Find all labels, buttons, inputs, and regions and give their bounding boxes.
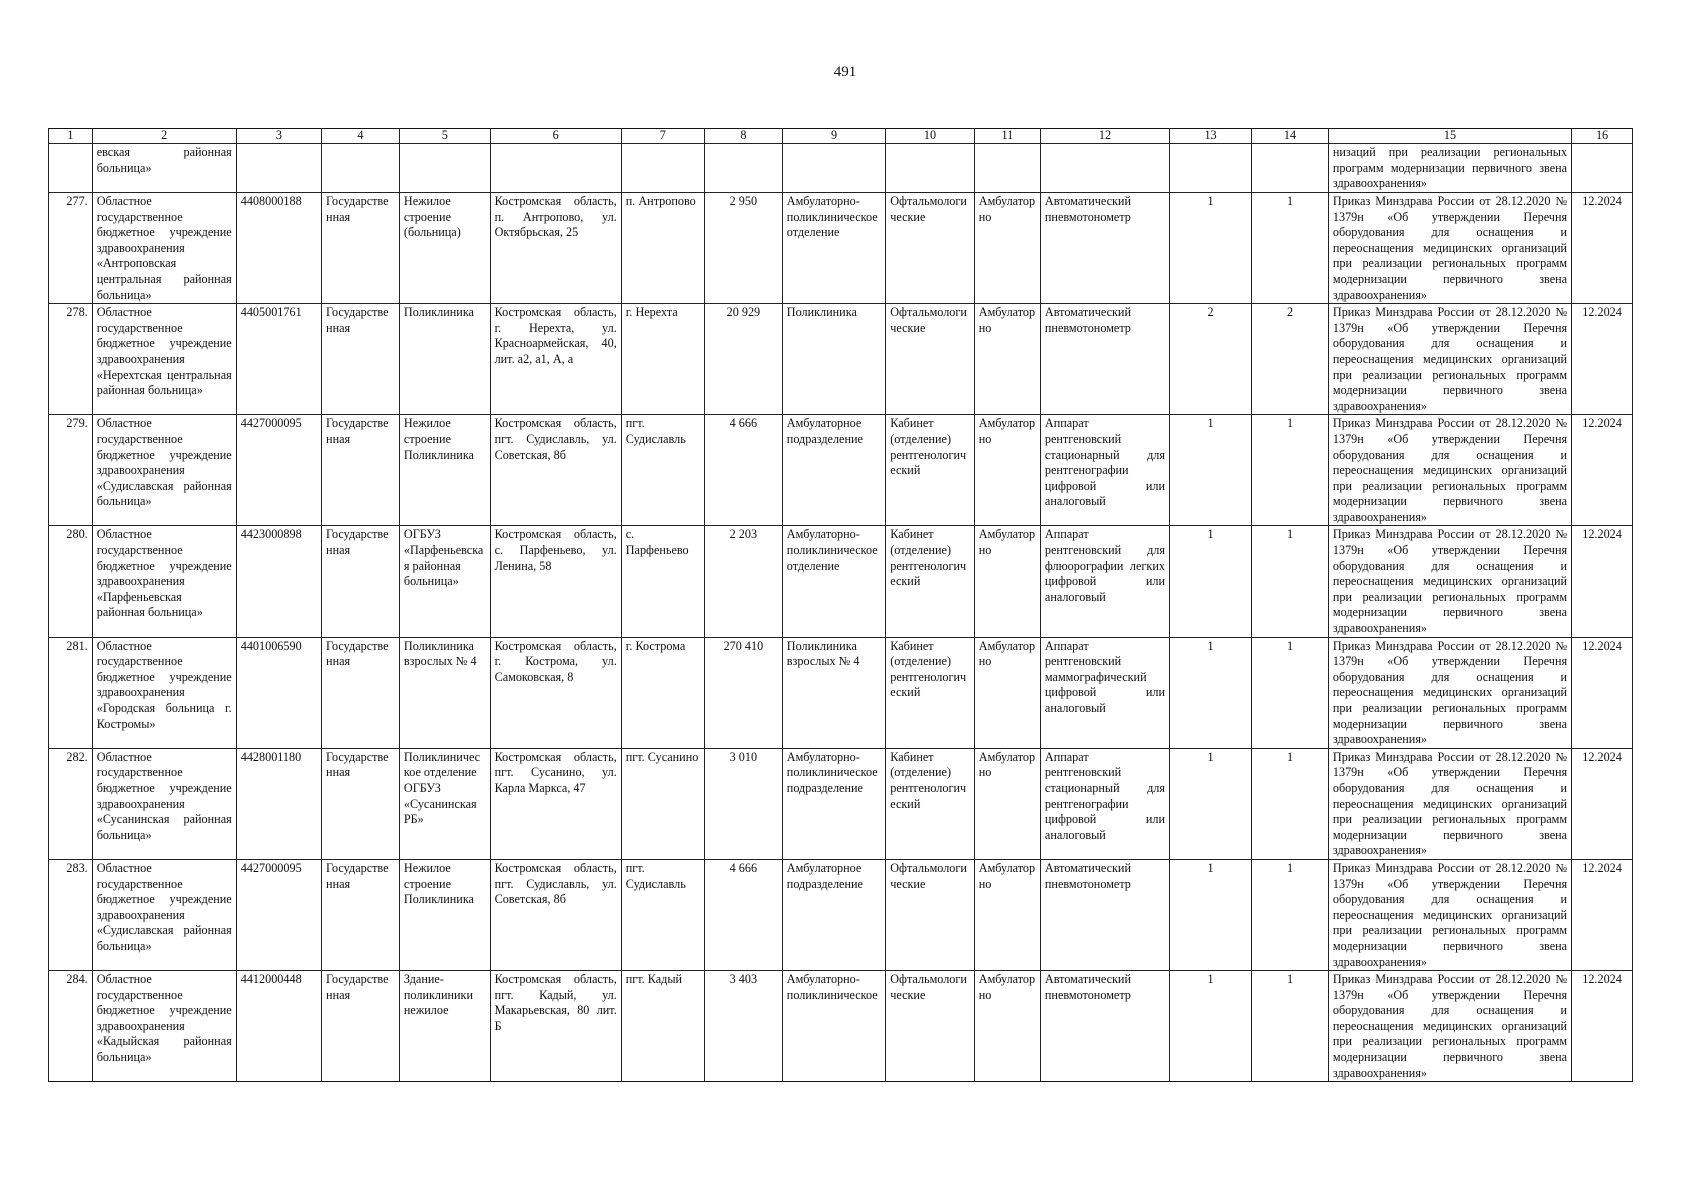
cell-organization: Областное государственное бюджетное учреждение здравоохранения «Судиславская районная больница» [92, 859, 236, 970]
cell-profile: Офтальмологические [886, 304, 975, 415]
cell-quantity-planned: 1 [1252, 971, 1329, 1082]
cell-basis: Приказ Минздрава России от 28.12.2020 № 1379н «Об утверждении Перечня оборудования для оснащения и переоснащения медицинских организаций при реализации региональных программ модернизации первичного звена здравоохранения» [1328, 748, 1571, 859]
cell-organization: Областное государственное бюджетное учреждение здравоохранения «Кадыйская районная больница» [92, 971, 236, 1082]
col-header: 4 [322, 129, 400, 144]
col-header: 6 [490, 129, 621, 144]
cell-empty [1572, 144, 1633, 193]
cell-address: Костромская область, с. Парфеньево, ул. Ленина, 58 [490, 526, 621, 637]
cell-equipment: Автоматический пневмотонометр [1040, 304, 1169, 415]
cell-inn: 4428001180 [236, 748, 321, 859]
cell-profile: Офтальмологические [886, 971, 975, 1082]
cell-date: 12.2024 [1572, 971, 1633, 1082]
cell-unit: Поликлиника [782, 304, 885, 415]
col-header: 16 [1572, 129, 1633, 144]
cell-care-form: Амбулаторно [974, 526, 1040, 637]
cell-locality: пгт. Сусанино [621, 748, 704, 859]
cell-locality: пгт. Кадый [621, 971, 704, 1082]
cell-address: Костромская область, г. Кострома, ул. Самоковская, 8 [490, 637, 621, 748]
cell-basis: Приказ Минздрава России от 28.12.2020 № 1379н «Об утверждении Перечня оборудования для оснащения и переоснащения медицинских организаций при реализации региональных программ модернизации первичного звена здравоохранения» [1328, 859, 1571, 970]
col-header: 5 [399, 129, 490, 144]
cell-care-form: Амбулаторно [974, 193, 1040, 304]
cell-population: 4 666 [704, 415, 782, 526]
cell-locality: г. Кострома [621, 637, 704, 748]
cell-care-form: Амбулаторно [974, 859, 1040, 970]
cell-number: 278. [49, 304, 93, 415]
cell-locality: с. Парфеньево [621, 526, 704, 637]
cell-unit: Амбулаторно-поликлиническое [782, 971, 885, 1082]
cell-quantity-planned: 2 [1252, 304, 1329, 415]
table-row [49, 526, 1633, 637]
cell-date: 12.2024 [1572, 748, 1633, 859]
cell-number: 279. [49, 415, 93, 526]
cell-profile: Офтальмологические [886, 193, 975, 304]
cell-building: Поликлиническое отделение ОГБУЗ «Сусанинская РБ» [399, 748, 490, 859]
cell-inn: 4423000898 [236, 526, 321, 637]
cell-building: Нежилое строение Поликлиника [399, 859, 490, 970]
cell-equipment: Автоматический пневмотонометр [1040, 859, 1169, 970]
cell-quantity-planned: 1 [1252, 637, 1329, 748]
cell-population: 2 203 [704, 526, 782, 637]
cell-basis: Приказ Минздрава России от 28.12.2020 № 1379н «Об утверждении Перечня оборудования для оснащения и переоснащения медицинских организаций при реализации региональных программ модернизации первичного звена здравоохранения» [1328, 415, 1571, 526]
cell-unit: Амбулаторно-поликлиническое подразделение [782, 748, 885, 859]
cell-building: ОГБУЗ «Парфеньевская районная больница» [399, 526, 490, 637]
cell-quantity: 1 [1169, 415, 1251, 526]
cell-care-form: Амбулаторно [974, 304, 1040, 415]
cell-building: Здание-поликлиники нежилое [399, 971, 490, 1082]
col-header: 9 [782, 129, 885, 144]
cell-quantity-planned: 1 [1252, 193, 1329, 304]
cell-population: 20 929 [704, 304, 782, 415]
registry-table [48, 128, 1633, 1082]
cell-unit: Амбулаторное подразделение [782, 415, 885, 526]
col-header: 15 [1328, 129, 1571, 144]
col-header: 1 [49, 129, 93, 144]
cell-empty [490, 144, 621, 193]
col-header: 3 [236, 129, 321, 144]
cell-unit: Амбулаторно-поликлиническое отделение [782, 193, 885, 304]
cell-locality: пгт. Судиславль [621, 859, 704, 970]
cell-quantity-planned: 1 [1252, 415, 1329, 526]
cell-organization: Областное государственное бюджетное учреждение здравоохранения «Антроповская центральная районная больница» [92, 193, 236, 304]
cell-quantity-planned: 1 [1252, 526, 1329, 637]
cell-inn: 4401006590 [236, 637, 321, 748]
cell-basis: Приказ Минздрава России от 28.12.2020 № 1379н «Об утверждении Перечня оборудования для оснащения и переоснащения медицинских организаций при реализации региональных программ модернизации первичного звена здравоохранения» [1328, 971, 1571, 1082]
cell-locality: пгт. Судиславль [621, 415, 704, 526]
cell-basis: Приказ Минздрава России от 28.12.2020 № 1379н «Об утверждении Перечня оборудования для оснащения и переоснащения медицинских организаций при реализации региональных программ модернизации первичного звена здравоохранения» [1328, 526, 1571, 637]
col-header: 7 [621, 129, 704, 144]
table-row [49, 304, 1633, 415]
cell-date: 12.2024 [1572, 859, 1633, 970]
cell-number: 282. [49, 748, 93, 859]
cell-inn: 4405001761 [236, 304, 321, 415]
cell-quantity: 1 [1169, 859, 1251, 970]
cell-organization: Областное государственное бюджетное учреждение здравоохранения «Городская больница г. Костромы» [92, 637, 236, 748]
col-header: 8 [704, 129, 782, 144]
cell-organization: Областное государственное бюджетное учреждение здравоохранения «Нерехтская центральная районная больница» [92, 304, 236, 415]
cell-number: 280. [49, 526, 93, 637]
cell-care-form: Амбулаторно [974, 637, 1040, 748]
cell-empty [704, 144, 782, 193]
cell-basis: Приказ Минздрава России от 28.12.2020 № 1379н «Об утверждении Перечня оборудования для оснащения и переоснащения медицинских организаций при реализации региональных программ модернизации первичного звена здравоохранения» [1328, 637, 1571, 748]
cell-organization: евская районная больница» [92, 144, 236, 193]
cell-empty [1169, 144, 1251, 193]
cell-date: 12.2024 [1572, 415, 1633, 526]
cell-care-form: Амбулаторно [974, 971, 1040, 1082]
cell-profile: Кабинет (отделение) рентгенологический [886, 526, 975, 637]
cell-building: Нежилое строение (больница) [399, 193, 490, 304]
cell-empty [782, 144, 885, 193]
table-row [49, 415, 1633, 526]
cell-population: 2 950 [704, 193, 782, 304]
cell-ownership: Государственная [322, 415, 400, 526]
cell-unit: Амбулаторное подразделение [782, 859, 885, 970]
cell-inn: 4427000095 [236, 415, 321, 526]
cell-empty [886, 144, 975, 193]
cell-ownership: Государственная [322, 304, 400, 415]
col-header: 10 [886, 129, 975, 144]
cell-basis: низаций при реализации региональных программ модернизации первичного звена здравоохранения» [1328, 144, 1571, 193]
cell-quantity: 1 [1169, 526, 1251, 637]
cell-empty [399, 144, 490, 193]
cell-care-form: Амбулаторно [974, 748, 1040, 859]
cell-unit: Поликлиника взрослых № 4 [782, 637, 885, 748]
cell-population: 270 410 [704, 637, 782, 748]
col-header: 2 [92, 129, 236, 144]
cell-number: 277. [49, 193, 93, 304]
cell-number: 284. [49, 971, 93, 1082]
cell-profile: Офтальмологические [886, 859, 975, 970]
col-header: 12 [1040, 129, 1169, 144]
cell-profile: Кабинет (отделение) рентгенологический [886, 748, 975, 859]
cell-inn: 4427000095 [236, 859, 321, 970]
cell-equipment: Автоматический пневмотонометр [1040, 971, 1169, 1082]
cell-address: Костромская область, п. Антропово, ул. Октябрьская, 25 [490, 193, 621, 304]
cell-inn: 4408000188 [236, 193, 321, 304]
cell-address: Костромская область, пгт. Судиславль, ул. Советская, 8б [490, 859, 621, 970]
cell-locality: г. Нерехта [621, 304, 704, 415]
cell-empty [1040, 144, 1169, 193]
cell-number [49, 144, 93, 193]
cell-date: 12.2024 [1572, 637, 1633, 748]
cell-address: Костромская область, пгт. Кадый, ул. Макарьевская, 80 лит. Б [490, 971, 621, 1082]
cell-building: Нежилое строение Поликлиника [399, 415, 490, 526]
cell-population: 3 010 [704, 748, 782, 859]
cell-date: 12.2024 [1572, 526, 1633, 637]
col-header: 11 [974, 129, 1040, 144]
cell-number: 283. [49, 859, 93, 970]
continuation-row [49, 144, 1633, 193]
cell-building: Поликлиника взрослых № 4 [399, 637, 490, 748]
col-header: 13 [1169, 129, 1251, 144]
cell-quantity-planned: 1 [1252, 859, 1329, 970]
cell-address: Костромская область, г. Нерехта, ул. Красноармейская, 40, лит. а2, а1, А, а [490, 304, 621, 415]
cell-ownership: Государственная [322, 971, 400, 1082]
table-row [49, 748, 1633, 859]
cell-quantity: 1 [1169, 748, 1251, 859]
cell-quantity-planned: 1 [1252, 748, 1329, 859]
cell-basis: Приказ Минздрава России от 28.12.2020 № 1379н «Об утверждении Перечня оборудования для оснащения и переоснащения медицинских организаций при реализации региональных программ модернизации первичного звена здравоохранения» [1328, 304, 1571, 415]
table-row [49, 971, 1633, 1082]
cell-organization: Областное государственное бюджетное учреждение здравоохранения «Судиславская районная больница» [92, 415, 236, 526]
cell-inn: 4412000448 [236, 971, 321, 1082]
table-row [49, 859, 1633, 970]
cell-quantity: 1 [1169, 637, 1251, 748]
cell-quantity: 1 [1169, 971, 1251, 1082]
page-number: 491 [833, 64, 857, 80]
cell-date: 12.2024 [1572, 193, 1633, 304]
cell-ownership: Государственная [322, 859, 400, 970]
cell-organization: Областное государственное бюджетное учреждение здравоохранения «Сусанинская районная больница» [92, 748, 236, 859]
cell-ownership: Государственная [322, 193, 400, 304]
cell-quantity: 1 [1169, 193, 1251, 304]
cell-address: Костромская область, пгт. Судиславль, ул. Советская, 8б [490, 415, 621, 526]
cell-unit: Амбулаторно-поликлиническое отделение [782, 526, 885, 637]
cell-profile: Кабинет (отделение) рентгенологический [886, 415, 975, 526]
table-row [49, 637, 1633, 748]
cell-empty [621, 144, 704, 193]
cell-population: 4 666 [704, 859, 782, 970]
cell-organization: Областное государственное бюджетное учреждение здравоохранения «Парфеньевская районная больница» [92, 526, 236, 637]
cell-empty [974, 144, 1040, 193]
cell-locality: п. Антропово [621, 193, 704, 304]
column-number-header [49, 129, 1633, 144]
cell-profile: Кабинет (отделение) рентгенологический [886, 637, 975, 748]
cell-ownership: Государственная [322, 637, 400, 748]
table-row [49, 193, 1633, 304]
cell-address: Костромская область, пгт. Сусанино, ул. Карла Маркса, 47 [490, 748, 621, 859]
cell-equipment: Автоматический пневмотонометр [1040, 193, 1169, 304]
cell-equipment: Аппарат рентгеновский стационарный для рентгенографии цифровой или аналоговый [1040, 748, 1169, 859]
cell-equipment: Аппарат рентгеновский маммографический цифровой или аналоговый [1040, 637, 1169, 748]
cell-ownership: Государственная [322, 526, 400, 637]
cell-population: 3 403 [704, 971, 782, 1082]
cell-empty [236, 144, 321, 193]
cell-care-form: Амбулаторно [974, 415, 1040, 526]
col-header: 14 [1252, 129, 1329, 144]
cell-empty [322, 144, 400, 193]
cell-equipment: Аппарат рентгеновский для флюорографии легких цифровой или аналоговый [1040, 526, 1169, 637]
cell-quantity: 2 [1169, 304, 1251, 415]
cell-basis: Приказ Минздрава России от 28.12.2020 № 1379н «Об утверждении Перечня оборудования для оснащения и переоснащения медицинских организаций при реализации региональных программ модернизации первичного звена здравоохранения» [1328, 193, 1571, 304]
cell-empty [1252, 144, 1329, 193]
cell-number: 281. [49, 637, 93, 748]
cell-date: 12.2024 [1572, 304, 1633, 415]
cell-ownership: Государственная [322, 748, 400, 859]
cell-equipment: Аппарат рентгеновский стационарный для рентгенографии цифровой или аналоговый [1040, 415, 1169, 526]
cell-building: Поликлиника [399, 304, 490, 415]
